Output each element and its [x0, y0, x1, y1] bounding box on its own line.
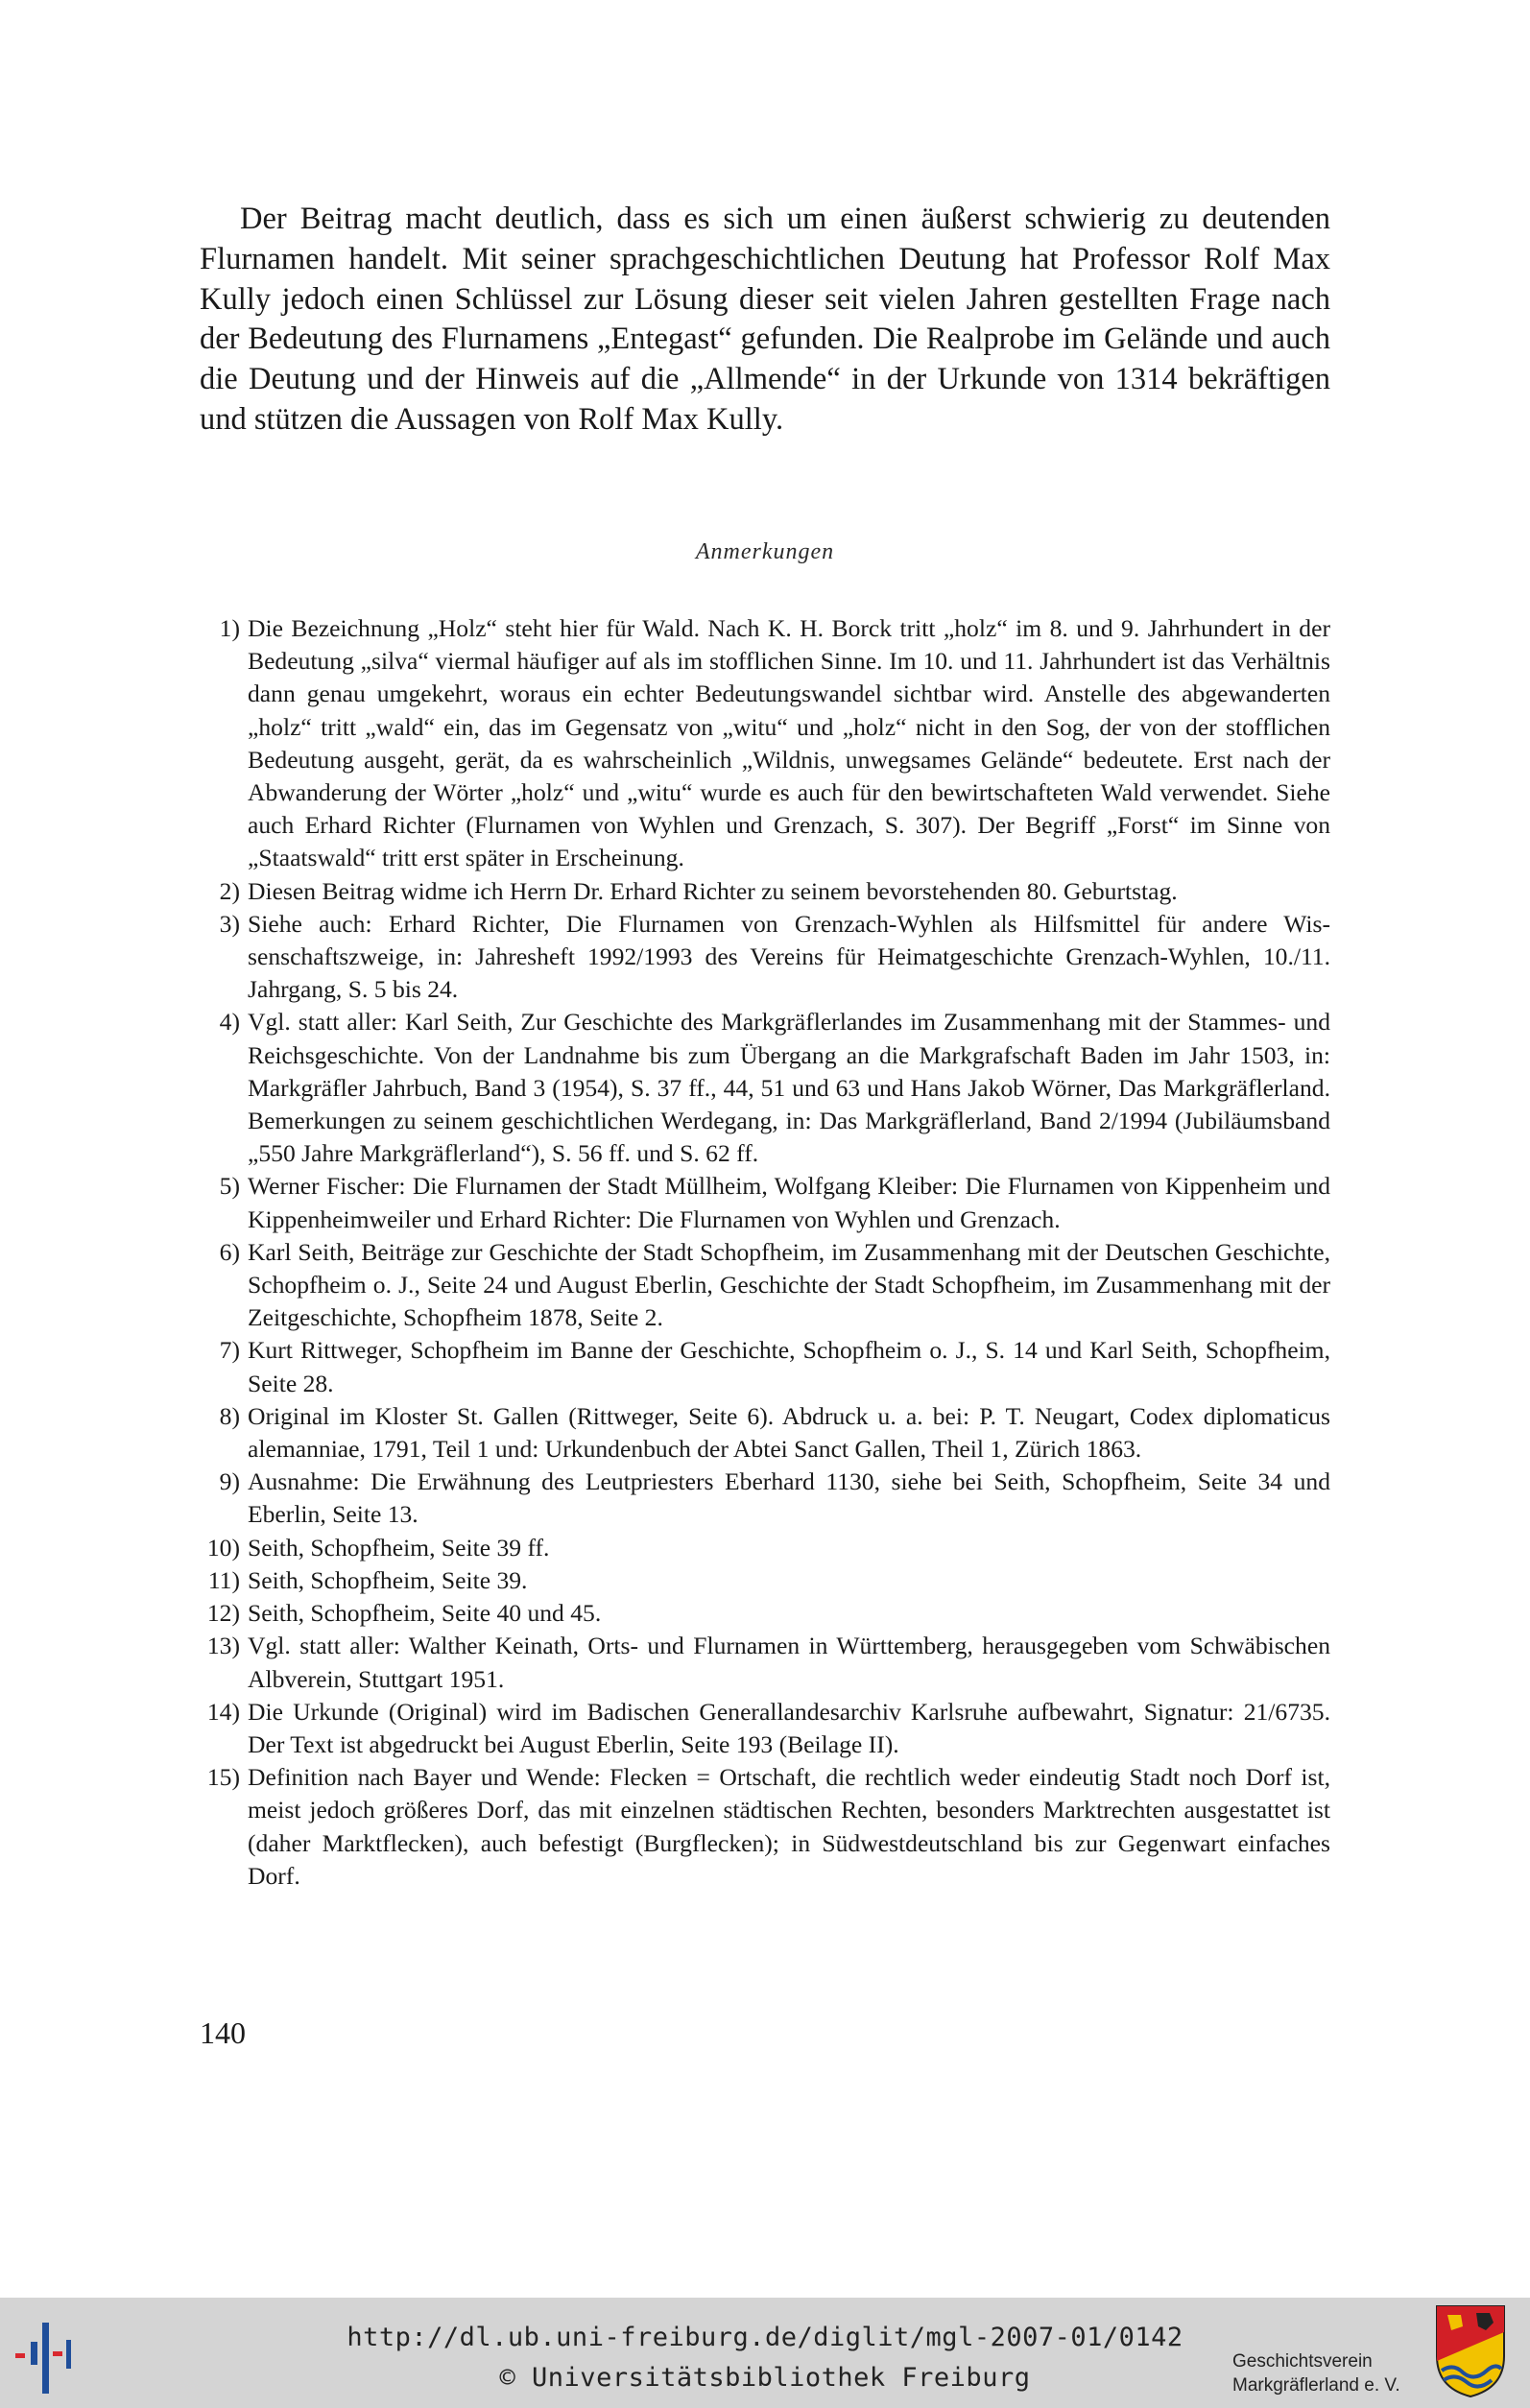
footnote-number: 14)	[206, 1697, 240, 1726]
notes-heading: Anmerkungen	[695, 539, 835, 564]
footnote-item	[200, 875, 1330, 908]
footnote-number: 6)	[219, 1237, 240, 1266]
footnote-number: 13)	[206, 1632, 240, 1660]
footer-bar	[0, 2298, 1530, 2408]
footnote-text: Definition nach Bayer und Wende: Flecken = Ortschaft, die rechtlich weder eindeutig Stadt noch Dorf ist, meist jedoch größeres Dorf, das mit einzelnen städtischen Rechten, besonders Marktrechten ausgestattet ist (daher Marktflecken), auch befestigt (Burgflecken); in Südwestdeutschland bis zur Gegenwart einfaches Dorf.	[248, 1763, 1330, 1890]
footnote-item	[200, 1597, 1330, 1630]
society-name-line1: Geschichtsverein	[1232, 2351, 1373, 2372]
footnote-number: 1)	[219, 614, 240, 642]
footnote-item	[200, 1696, 1330, 1761]
footnote-item	[200, 1761, 1330, 1893]
footnote-text: Seith, Schopfheim, Seite 39 ff.	[248, 1533, 550, 1562]
footnote-text: Die Bezeichnung „Holz“ steht hier für Wald. Nach K. H. Borck tritt „holz“ im 8. und 9. Jahrhundert in der Bedeutung „silva“ viermal häufiger auf als im stofflichen Sinne. Im 10. und 11. Jahrhundert ist das Verhältnis dann genau umgekehrt, woraus ein echter Bedeutungswandel sichtbar wird. Anstelle des abgewanderten „holz“ tritt „wald“ ein, das im Gegensatz von „witu“ und „holz“ nicht in den Sog, der von der stofflichen Bedeutung ausgeht, gerät, da es wahrscheinlich „Wildnis, unwegsames Gelände“ bedeutete. Erst nach der Abwanderung der Wörter „holz“ und „witu“ wurde es auch für den bewirtschafteten Wald verwendet. Siehe auch Erhard Richter (Flurnamen von Wyhlen und Grenzach, S. 307). Der Begriff „Forst“ im Sinne von „Staatswald“ tritt erst später in Erscheinung.	[248, 614, 1330, 872]
footnote-item	[200, 1170, 1330, 1235]
footnote-text: Original im Kloster St. Gallen (Rittweger, Seite 6). Abdruck u. a. bei: P. T. Neugart, Codex diplomaticus alemanniae, 1791, Teil 1 und: Urkundenbuch der Abtei Sanct Gallen, Theil 1, Zürich 1863.	[248, 1401, 1330, 1464]
footnote-item	[200, 1532, 1330, 1564]
footnote-item	[200, 1466, 1330, 1531]
footnote-number: 12)	[206, 1599, 240, 1628]
footnote-text: Siehe auch: Erhard Richter, Die Flurnamen von Grenzach-Wyhlen als Hilfsmittel für andere Wissenschaftszweige, in: Jahresheft 1992/1993 des Vereins für Heimatgeschichte Grenzach-Wyhlen, 10./11. Jahrgang, S. 5 bis 24.	[248, 909, 1330, 1004]
footnote-text: Diesen Beitrag widme ich Herrn Dr. Erhard Richter zu seinem bevorstehenden 80. Geburtstag.	[248, 876, 1178, 905]
footnote-text: Karl Seith, Beiträge zur Geschichte der Stadt Schopfheim, im Zusammenhang mit der Deutschen Geschichte, Schopfheim o. J., Seite 24 und August Eberlin, Geschichte der Stadt Schopfheim, im Zusammenhang mit der Zeitgeschichte, Schopfheim 1878, Seite 2.	[248, 1237, 1330, 1332]
footnote-number: 8)	[219, 1401, 240, 1430]
footnote-number: 9)	[219, 1467, 240, 1496]
body-paragraph: Der Beitrag macht deutlich, dass es sich um einen äußerst schwierig zu deutenden Flurnamen handelt. Mit seiner sprachgeschichtlichen Deutung hat Professor Rolf Max Kully jedoch einen Schlüssel zur Lösung dieser seit vielen Jahren gestellten Frage nach der Bedeutung des Flurnamens „Entegast“ gefunden. Die Realprobe im Gelände und auch die Deutung und der Hinweis auf die „Allmende“ in der Urkunde von 1314 bekräftigen und stützen die Aussagen von Rolf Max Kully.	[200, 202, 1330, 437]
footnote-item	[200, 1236, 1330, 1335]
footnote-number: 4)	[219, 1008, 240, 1037]
footnote-text: Ausnahme: Die Erwähnung des Leutpriesters Eberhard 1130, siehe bei Seith, Schopfheim, Seite 34 und Eberlin, Seite 13.	[248, 1467, 1330, 1529]
coat-of-arms-icon[interactable]	[1434, 2303, 1507, 2399]
footnote-text: Seith, Schopfheim, Seite 40 und 45.	[248, 1599, 602, 1628]
footnote-text: Vgl. statt aller: Karl Seith, Zur Geschichte des Markgräflerlandes im Zusammenhang mit der Stammes- und Reichsgeschichte. Von der Landnahme bis zum Übergang an die Markgrafschaft Baden im Jahr 1503, in: Markgräfler Jahrbuch, Band 3 (1954), S. 37 ff., 44, 51 und 63 und Hans Jakob Wörner, Das Markgräflerland. Bemerkungen zu seinem geschichtlichen Werdegang, in: Das Markgräflerland, Band 2/1994 (Jubiläumsband „550 Jahre Markgräflerland“), S. 56 ff. und S. 62 ff.	[248, 1008, 1330, 1168]
footnote-text: Kurt Rittweger, Schopfheim im Banne der Geschichte, Schopfheim o. J., S. 14 und Karl Seith, Schopfheim, Seite 28.	[248, 1336, 1330, 1397]
footnote-number: 7)	[219, 1336, 240, 1365]
footnote-number: 11)	[207, 1565, 240, 1594]
footnote-text: Werner Fischer: Die Flurnamen der Stadt Müllheim, Wolfgang Kleiber: Die Flurnamen von Kippenheim und Kippenheimweiler und Erhard Richter: Die Flurnamen von Wyhlen und Grenzach.	[248, 1172, 1330, 1233]
footnote-item	[200, 1334, 1330, 1399]
footnote-text: Seith, Schopfheim, Seite 39.	[248, 1565, 528, 1594]
page-number: 140	[200, 2015, 246, 2050]
footnote-item	[200, 1630, 1330, 1695]
footnote-item	[200, 908, 1330, 1007]
footnote-item	[200, 1564, 1330, 1597]
footnote-text: Vgl. statt aller: Walther Keinath, Orts- und Flurnamen in Württemberg, herausgegeben vom Schwäbischen Albverein, Stuttgart 1951.	[248, 1632, 1330, 1693]
footnote-item	[200, 1006, 1330, 1170]
footnote-number: 2)	[219, 876, 240, 905]
footer-copyright: © Universitätsbibliothek Freiburg	[499, 2363, 1031, 2393]
footnote-number: 3)	[219, 909, 240, 938]
footnotes-list	[200, 612, 1330, 1893]
footer-url-link[interactable]: http://dl.ub.uni-freiburg.de/diglit/mgl-2007-01/0142	[347, 2323, 1183, 2352]
footnote-number: 15)	[206, 1763, 240, 1792]
footnote-item	[200, 1400, 1330, 1466]
footnote-text: Die Urkunde (Original) wird im Badischen Generallandesarchiv Karlsruhe aufbewahrt, Signatur: 21/6735. Der Text ist abgedruckt bei August Eberlin, Seite 193 (Beilage II).	[248, 1697, 1330, 1758]
footnote-item	[200, 612, 1330, 875]
footnote-number: 5)	[219, 1172, 240, 1201]
society-name-line2: Markgräflerland e. V.	[1232, 2375, 1400, 2396]
footnote-number: 10)	[206, 1533, 240, 1562]
society-name	[1232, 2349, 1444, 2397]
